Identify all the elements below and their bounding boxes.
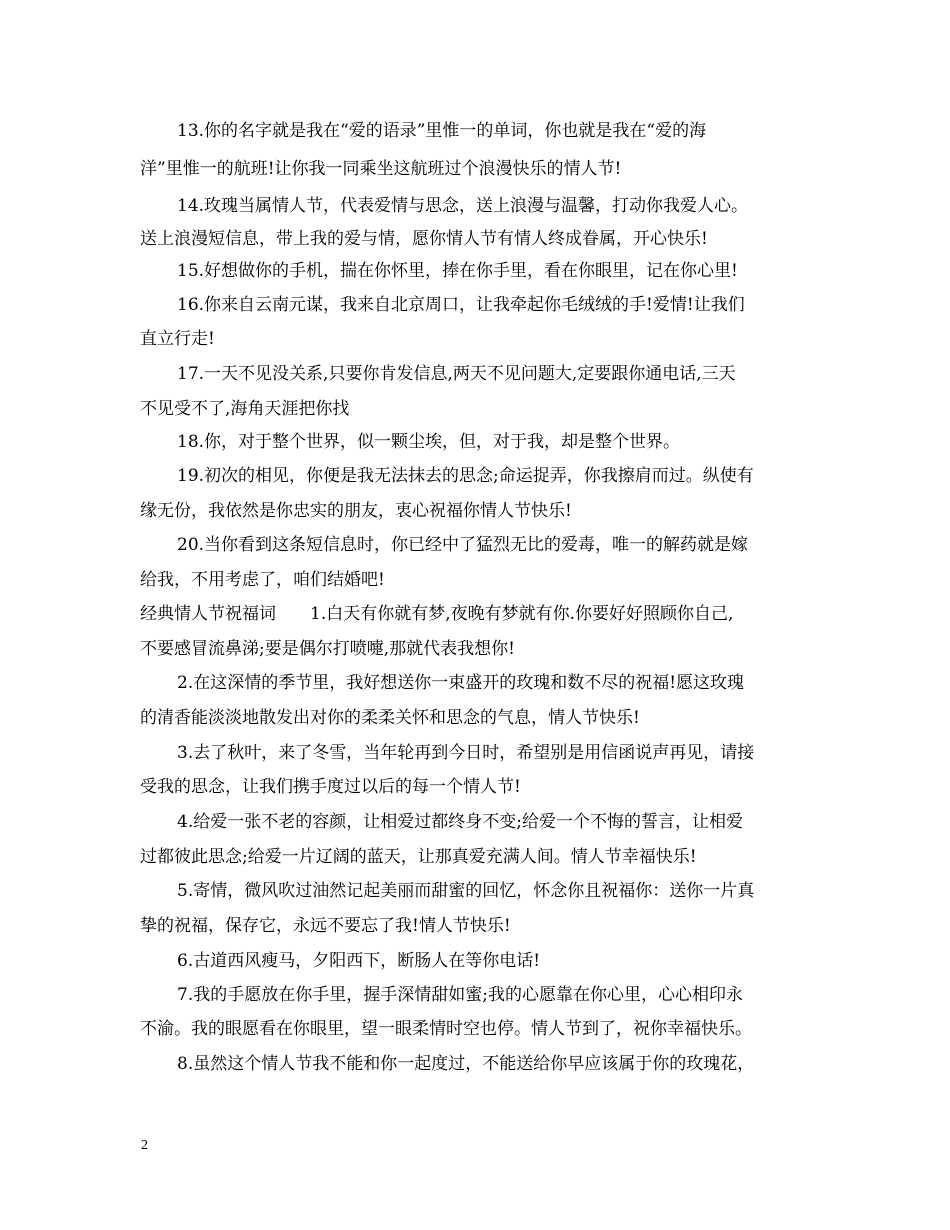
text-line: 挚的祝福，保存它，永远不要忘了我!情人节快乐! [140, 916, 511, 936]
text-line: 4.给爱一张不老的容颜，让相爱过都终身不变;给爱一个不悔的誓言，让相爱 [177, 812, 743, 832]
text-line: 5.寄情，微风吹过油然记起美丽而甜蜜的回忆，怀念你且祝福你：送你一片真 [177, 881, 755, 901]
text-line: 13.你的名字就是我在“爱的语录”里惟一的单词，你也就是我在“爱的海 [177, 121, 707, 141]
text-line: 6.古道西风瘦马，夕阳西下，断肠人在等你电话! [177, 951, 541, 971]
text-line: 不见受不了,海角天涯把你找 [140, 399, 350, 419]
text-line: 不渝。我的眼愿看在你眼里，望一眼柔情时空也停。情人节到了，祝你幸福快乐。 [140, 1019, 752, 1039]
text-line: 3.去了秋叶，来了冬雪，当年轮再到今日时，希望别是用信函说声再见，请接 [177, 743, 755, 763]
text-line: 受我的思念，让我们携手度过以后的每一个情人节! [140, 777, 521, 797]
text-line: 2.在这深情的季节里，我好想送你一束盛开的玫瑰和数不尽的祝福!愿这玫瑰 [177, 673, 745, 693]
text-line: 18.你，对于整个世界，似一颗尘埃，但，对于我，却是整个世界。 [177, 432, 681, 452]
text-line: 16.你来自云南元谋，我来自北京周口，让我牵起你毛绒绒的手!爱情!让我们 [177, 295, 745, 315]
text-line: 15.好想做你的手机，揣在你怀里，捧在你手里，看在你眼里，记在你心里! [177, 261, 738, 281]
text-line: 19.初次的相见，你便是我无法抹去的思念;命运捉弄，你我擦肩而过。纵使有 [177, 466, 754, 486]
text-line: 8.虽然这个情人节我不能和你一起度过，不能送给你早应该属于你的玫瑰花， [177, 1054, 755, 1074]
text-line: 洋”里惟一的航班!让你我一同乘坐这航班过个浪漫快乐的情人节! [140, 159, 622, 179]
text-line: 14.玫瑰当属情人节，代表爱情与思念，送上浪漫与温馨，打动你我爱人心。 [177, 196, 749, 216]
text-line: 不要感冒流鼻涕;要是偶尔打喷嚏,那就代表我想你! [140, 639, 515, 659]
text-line: 7.我的手愿放在你手里，握手深情甜如蜜;我的心愿靠在你心里，心心相印永 [177, 985, 743, 1005]
text-line: 缘无份，我依然是你忠实的朋友，衷心祝福你情人节快乐! [140, 501, 572, 521]
text-line: 过都彼此思念;给爱一片辽阔的蓝天，让那真爱充满人间。情人节幸福快乐! [140, 847, 697, 867]
text-line: 20.当你看到这条短信息时，你已经中了猛烈无比的爱毒，唯一的解药就是嫁 [177, 535, 749, 555]
text-line: 直立行走! [140, 329, 215, 349]
text-line: 的清香能淡淡地散发出对你的柔柔关怀和思念的气息，情人节快乐! [140, 708, 640, 728]
text-line: 给我，不用考虑了，咱们结婚吧! [140, 570, 385, 590]
text-line: 17.一天不见没关系,只要你肯发信息,两天不见问题大,定要跟你通电话,三天 [177, 364, 736, 384]
page-number: 2 [141, 1138, 148, 1153]
text-line: 送上浪漫短信息，带上我的爱与情，愿你情人节有情人终成眷属，开心快乐! [140, 229, 708, 249]
text-line: 经典情人节祝福词 1.白天有你就有梦,夜晚有梦就有你.你要好好照顾你自己, [140, 604, 734, 624]
